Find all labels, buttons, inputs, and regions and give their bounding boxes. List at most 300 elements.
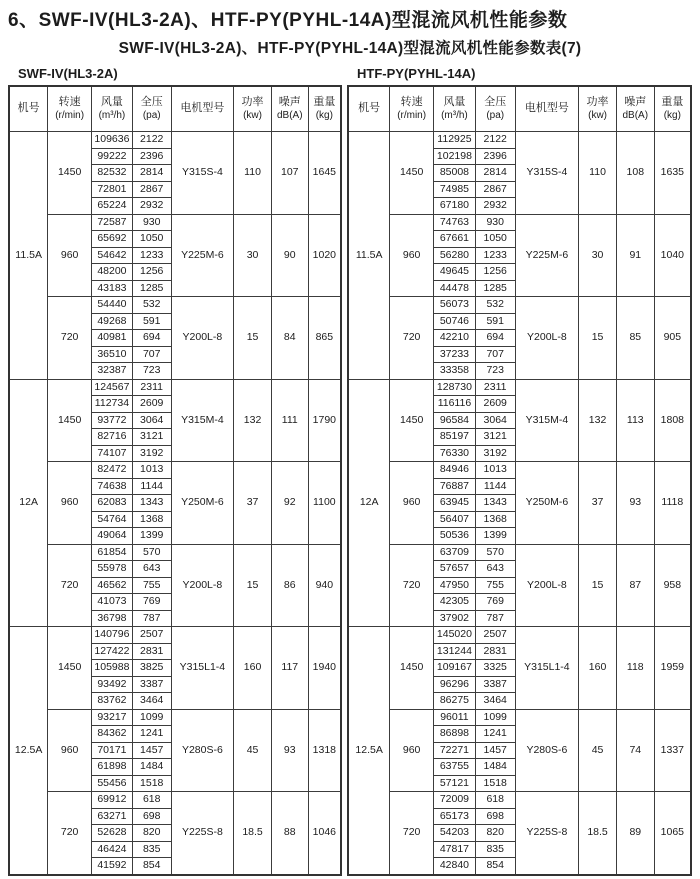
flow-cell: 63271 <box>91 808 132 825</box>
pressure-cell: 1256 <box>132 264 171 281</box>
pressure-cell: 769 <box>475 594 515 611</box>
header-row <box>9 86 341 132</box>
flow-cell: 109636 <box>91 132 132 149</box>
noise-cell: 93 <box>616 462 654 545</box>
flow-cell: 42305 <box>434 594 476 611</box>
flow-cell: 42210 <box>434 330 476 347</box>
pressure-cell: 532 <box>132 297 171 314</box>
flow-cell: 42840 <box>434 858 476 875</box>
pressure-cell: 1144 <box>475 478 515 495</box>
pressure-cell: 2507 <box>132 627 171 644</box>
table-row <box>9 379 341 396</box>
noise-cell: 85 <box>616 297 654 380</box>
column-header: 机号 <box>348 86 390 132</box>
pressure-cell: 694 <box>475 330 515 347</box>
flow-cell: 72587 <box>91 214 132 231</box>
flow-cell: 61898 <box>91 759 132 776</box>
table-row <box>348 462 691 479</box>
flow-cell: 86275 <box>434 693 476 710</box>
weight-cell: 1645 <box>308 132 341 215</box>
header-row <box>348 86 691 132</box>
noise-cell: 107 <box>271 132 308 215</box>
motor-cell: Y315S-4 <box>515 132 579 215</box>
flow-cell: 54764 <box>91 511 132 528</box>
power-cell: 15 <box>234 544 272 627</box>
fan-table-swf <box>8 85 342 876</box>
flow-cell: 99222 <box>91 148 132 165</box>
pressure-cell: 787 <box>475 610 515 627</box>
pressure-cell: 755 <box>475 577 515 594</box>
flow-cell: 86898 <box>434 726 476 743</box>
flow-cell: 67180 <box>434 198 476 215</box>
flow-cell: 54203 <box>434 825 476 842</box>
motor-cell: Y225S-8 <box>171 792 234 875</box>
weight-cell: 1808 <box>654 379 691 462</box>
pressure-cell: 570 <box>475 544 515 561</box>
weight-cell: 1940 <box>308 627 341 710</box>
motor-cell: Y200L-8 <box>171 544 234 627</box>
motor-cell: Y250M-6 <box>515 462 579 545</box>
pressure-cell: 1399 <box>132 528 171 545</box>
flow-cell: 74985 <box>434 181 476 198</box>
pressure-cell: 1256 <box>475 264 515 281</box>
page-title: 6、SWF-IV(HL3-2A)、HTF-PY(PYHL-14A)型混流风机性能参数 <box>8 10 568 31</box>
noise-cell: 88 <box>271 792 308 875</box>
table-row <box>348 792 691 809</box>
motor-cell: Y315S-4 <box>171 132 234 215</box>
fan-model-cell: 11.5A <box>9 132 48 380</box>
flow-cell: 76887 <box>434 478 476 495</box>
speed-cell: 960 <box>48 709 92 792</box>
table-row <box>348 379 691 396</box>
flow-cell: 49645 <box>434 264 476 281</box>
table-row <box>348 297 691 314</box>
table-row <box>348 132 691 149</box>
pressure-cell: 835 <box>475 841 515 858</box>
weight-cell: 1790 <box>308 379 341 462</box>
flow-cell: 124567 <box>91 379 132 396</box>
flow-cell: 43183 <box>91 280 132 297</box>
noise-cell: 113 <box>616 379 654 462</box>
pressure-cell: 1241 <box>475 726 515 743</box>
flow-cell: 105988 <box>91 660 132 677</box>
column-header: 电机型号 <box>515 86 579 132</box>
table-row <box>9 709 341 726</box>
weight-cell: 1100 <box>308 462 341 545</box>
pressure-cell: 532 <box>475 297 515 314</box>
pressure-cell: 2814 <box>475 165 515 182</box>
column-header: 噪声 dB(A) <box>271 86 308 132</box>
speed-cell: 960 <box>390 709 434 792</box>
weight-cell: 958 <box>654 544 691 627</box>
flow-cell: 46562 <box>91 577 132 594</box>
weight-cell: 1118 <box>654 462 691 545</box>
pressure-cell: 930 <box>132 214 171 231</box>
fan-model-cell: 12.5A <box>348 627 390 875</box>
flow-cell: 46424 <box>91 841 132 858</box>
noise-cell: 74 <box>616 709 654 792</box>
flow-cell: 72801 <box>91 181 132 198</box>
speed-cell: 1450 <box>390 132 434 215</box>
flow-cell: 56407 <box>434 511 476 528</box>
pressure-cell: 643 <box>132 561 171 578</box>
flow-cell: 69912 <box>91 792 132 809</box>
pressure-cell: 1285 <box>475 280 515 297</box>
flow-cell: 112734 <box>91 396 132 413</box>
pressure-cell: 1484 <box>475 759 515 776</box>
flow-cell: 109167 <box>434 660 476 677</box>
pressure-cell: 698 <box>132 808 171 825</box>
speed-cell: 1450 <box>390 627 434 710</box>
pressure-cell: 2507 <box>475 627 515 644</box>
flow-cell: 41592 <box>91 858 132 875</box>
flow-cell: 57121 <box>434 775 476 792</box>
pressure-cell: 820 <box>132 825 171 842</box>
speed-cell: 1450 <box>48 379 92 462</box>
weight-cell: 1959 <box>654 627 691 710</box>
noise-cell: 86 <box>271 544 308 627</box>
pressure-cell: 1285 <box>132 280 171 297</box>
motor-cell: Y200L-8 <box>171 297 234 380</box>
weight-cell: 1635 <box>654 132 691 215</box>
flow-cell: 36798 <box>91 610 132 627</box>
pressure-cell: 3121 <box>132 429 171 446</box>
flow-cell: 93217 <box>91 709 132 726</box>
power-cell: 132 <box>579 379 617 462</box>
flow-cell: 82532 <box>91 165 132 182</box>
speed-cell: 960 <box>48 462 92 545</box>
pressure-cell: 2932 <box>132 198 171 215</box>
flow-cell: 85008 <box>434 165 476 182</box>
noise-cell: 118 <box>616 627 654 710</box>
speed-cell: 720 <box>390 792 434 875</box>
flow-cell: 128730 <box>434 379 476 396</box>
power-cell: 30 <box>579 214 617 297</box>
flow-cell: 55978 <box>91 561 132 578</box>
motor-cell: Y315M-4 <box>171 379 234 462</box>
pressure-cell: 707 <box>132 346 171 363</box>
flow-cell: 41073 <box>91 594 132 611</box>
motor-cell: Y280S-6 <box>171 709 234 792</box>
motor-cell: Y315L1-4 <box>171 627 234 710</box>
flow-cell: 96584 <box>434 412 476 429</box>
table-section-htf <box>347 60 692 876</box>
pressure-cell: 1457 <box>475 742 515 759</box>
pressure-cell: 769 <box>132 594 171 611</box>
flow-cell: 140796 <box>91 627 132 644</box>
pressure-cell: 1241 <box>132 726 171 743</box>
flow-cell: 44478 <box>434 280 476 297</box>
power-cell: 37 <box>234 462 272 545</box>
pressure-cell: 1343 <box>475 495 515 512</box>
power-cell: 15 <box>234 297 272 380</box>
pressure-cell: 1518 <box>132 775 171 792</box>
flow-cell: 112925 <box>434 132 476 149</box>
weight-cell: 940 <box>308 544 341 627</box>
pressure-cell: 2609 <box>475 396 515 413</box>
flow-cell: 65692 <box>91 231 132 248</box>
flow-cell: 67661 <box>434 231 476 248</box>
flow-cell: 50746 <box>434 313 476 330</box>
flow-cell: 62083 <box>91 495 132 512</box>
flow-cell: 52628 <box>91 825 132 842</box>
pressure-cell: 1099 <box>132 709 171 726</box>
flow-cell: 63709 <box>434 544 476 561</box>
flow-cell: 85197 <box>434 429 476 446</box>
column-header: 全压 (pa) <box>475 86 515 132</box>
pressure-cell: 618 <box>475 792 515 809</box>
flow-cell: 54642 <box>91 247 132 264</box>
pressure-cell: 2311 <box>475 379 515 396</box>
flow-cell: 49064 <box>91 528 132 545</box>
flow-cell: 56280 <box>434 247 476 264</box>
pressure-cell: 1457 <box>132 742 171 759</box>
column-header: 电机型号 <box>171 86 234 132</box>
page-subtitle: SWF-IV(HL3-2A)、HTF-PY(PYHL-14A)型混流风机性能参数表(7) <box>118 40 582 57</box>
pressure-cell: 1518 <box>475 775 515 792</box>
pressure-cell: 1013 <box>132 462 171 479</box>
column-header: 重量 (kg) <box>308 86 341 132</box>
speed-cell: 720 <box>48 792 92 875</box>
pressure-cell: 1050 <box>132 231 171 248</box>
flow-cell: 74763 <box>434 214 476 231</box>
table-row <box>9 792 341 809</box>
flow-cell: 82472 <box>91 462 132 479</box>
noise-cell: 90 <box>271 214 308 297</box>
motor-cell: Y225M-6 <box>171 214 234 297</box>
fan-model-cell: 12A <box>9 379 48 627</box>
motor-cell: Y200L-8 <box>515 544 579 627</box>
pressure-cell: 2122 <box>132 132 171 149</box>
pressure-cell: 2122 <box>475 132 515 149</box>
flow-cell: 84362 <box>91 726 132 743</box>
table-section-swf <box>8 60 342 876</box>
table-row <box>9 544 341 561</box>
noise-cell: 111 <box>271 379 308 462</box>
motor-cell: Y250M-6 <box>171 462 234 545</box>
flow-cell: 65224 <box>91 198 132 215</box>
column-header: 功率 (kw) <box>234 86 272 132</box>
pressure-cell: 2396 <box>475 148 515 165</box>
pressure-cell: 2311 <box>132 379 171 396</box>
flow-cell: 63945 <box>434 495 476 512</box>
table-label-htf: HTF-PY(PYHL-14A) <box>357 66 476 81</box>
flow-cell: 65173 <box>434 808 476 825</box>
pressure-cell: 707 <box>475 346 515 363</box>
pressure-cell: 1233 <box>475 247 515 264</box>
power-cell: 160 <box>234 627 272 710</box>
pressure-cell: 3192 <box>475 445 515 462</box>
power-cell: 18.5 <box>579 792 617 875</box>
flow-cell: 33358 <box>434 363 476 380</box>
pressure-cell: 618 <box>132 792 171 809</box>
pressure-cell: 755 <box>132 577 171 594</box>
flow-cell: 83762 <box>91 693 132 710</box>
table-row <box>9 132 341 149</box>
pressure-cell: 694 <box>132 330 171 347</box>
pressure-cell: 570 <box>132 544 171 561</box>
weight-cell: 1065 <box>654 792 691 875</box>
flow-cell: 93492 <box>91 676 132 693</box>
power-cell: 30 <box>234 214 272 297</box>
table-row <box>9 297 341 314</box>
power-cell: 160 <box>579 627 617 710</box>
table-row <box>348 709 691 726</box>
flow-cell: 127422 <box>91 643 132 660</box>
speed-cell: 960 <box>390 214 434 297</box>
flow-cell: 36510 <box>91 346 132 363</box>
table-label-swf: SWF-IV(HL3-2A) <box>18 66 118 81</box>
pressure-cell: 1099 <box>475 709 515 726</box>
pressure-cell: 1368 <box>132 511 171 528</box>
power-cell: 45 <box>234 709 272 792</box>
column-header: 重量 (kg) <box>654 86 691 132</box>
weight-cell: 1040 <box>654 214 691 297</box>
pressure-cell: 3064 <box>132 412 171 429</box>
flow-cell: 61854 <box>91 544 132 561</box>
noise-cell: 87 <box>616 544 654 627</box>
flow-cell: 74107 <box>91 445 132 462</box>
flow-cell: 96011 <box>434 709 476 726</box>
pressure-cell: 835 <box>132 841 171 858</box>
pressure-cell: 2867 <box>475 181 515 198</box>
pressure-cell: 1144 <box>132 478 171 495</box>
flow-cell: 56073 <box>434 297 476 314</box>
speed-cell: 720 <box>390 297 434 380</box>
pressure-cell: 1233 <box>132 247 171 264</box>
weight-cell: 1318 <box>308 709 341 792</box>
power-cell: 45 <box>579 709 617 792</box>
pressure-cell: 643 <box>475 561 515 578</box>
speed-cell: 720 <box>48 297 92 380</box>
pressure-cell: 1368 <box>475 511 515 528</box>
pressure-cell: 2396 <box>132 148 171 165</box>
motor-cell: Y200L-8 <box>515 297 579 380</box>
power-cell: 110 <box>579 132 617 215</box>
speed-cell: 1450 <box>390 379 434 462</box>
table-row <box>9 462 341 479</box>
column-header: 功率 (kw) <box>579 86 617 132</box>
flow-cell: 37233 <box>434 346 476 363</box>
pressure-cell: 3825 <box>132 660 171 677</box>
pressure-cell: 2932 <box>475 198 515 215</box>
flow-cell: 47817 <box>434 841 476 858</box>
power-cell: 132 <box>234 379 272 462</box>
weight-cell: 905 <box>654 297 691 380</box>
pressure-cell: 591 <box>132 313 171 330</box>
flow-cell: 37902 <box>434 610 476 627</box>
weight-cell: 865 <box>308 297 341 380</box>
pressure-cell: 3121 <box>475 429 515 446</box>
column-header: 机号 <box>9 86 48 132</box>
flow-cell: 131244 <box>434 643 476 660</box>
flow-cell: 63755 <box>434 759 476 776</box>
flow-cell: 72009 <box>434 792 476 809</box>
speed-cell: 1450 <box>48 627 92 710</box>
speed-cell: 1450 <box>48 132 92 215</box>
flow-cell: 102198 <box>434 148 476 165</box>
table-row <box>348 544 691 561</box>
weight-cell: 1046 <box>308 792 341 875</box>
column-header: 风量 (m³/h) <box>91 86 132 132</box>
pressure-cell: 723 <box>132 363 171 380</box>
speed-cell: 720 <box>390 544 434 627</box>
motor-cell: Y315M-4 <box>515 379 579 462</box>
table-row <box>9 214 341 231</box>
power-cell: 15 <box>579 297 617 380</box>
pressure-cell: 3325 <box>475 660 515 677</box>
pressure-cell: 787 <box>132 610 171 627</box>
flow-cell: 96296 <box>434 676 476 693</box>
noise-cell: 89 <box>616 792 654 875</box>
flow-cell: 76330 <box>434 445 476 462</box>
pressure-cell: 1484 <box>132 759 171 776</box>
column-header: 全压 (pa) <box>132 86 171 132</box>
pressure-cell: 3064 <box>475 412 515 429</box>
pressure-cell: 723 <box>475 363 515 380</box>
pressure-cell: 3387 <box>475 676 515 693</box>
pressure-cell: 2814 <box>132 165 171 182</box>
tables-container <box>0 60 700 876</box>
flow-cell: 32387 <box>91 363 132 380</box>
table-row <box>9 627 341 644</box>
flow-cell: 48200 <box>91 264 132 281</box>
column-header: 噪声 dB(A) <box>616 86 654 132</box>
power-cell: 110 <box>234 132 272 215</box>
pressure-cell: 820 <box>475 825 515 842</box>
speed-cell: 960 <box>390 462 434 545</box>
flow-cell: 70171 <box>91 742 132 759</box>
flow-cell: 47950 <box>434 577 476 594</box>
pressure-cell: 698 <box>475 808 515 825</box>
pressure-cell: 1399 <box>475 528 515 545</box>
fan-model-cell: 12A <box>348 379 390 627</box>
flow-cell: 57657 <box>434 561 476 578</box>
noise-cell: 117 <box>271 627 308 710</box>
noise-cell: 84 <box>271 297 308 380</box>
pressure-cell: 3464 <box>475 693 515 710</box>
pressure-cell: 930 <box>475 214 515 231</box>
motor-cell: Y315L1-4 <box>515 627 579 710</box>
pressure-cell: 2831 <box>475 643 515 660</box>
power-cell: 18.5 <box>234 792 272 875</box>
flow-cell: 145020 <box>434 627 476 644</box>
weight-cell: 1020 <box>308 214 341 297</box>
pressure-cell: 591 <box>475 313 515 330</box>
pressure-cell: 1050 <box>475 231 515 248</box>
pressure-cell: 854 <box>475 858 515 875</box>
power-cell: 37 <box>579 462 617 545</box>
flow-cell: 74638 <box>91 478 132 495</box>
noise-cell: 91 <box>616 214 654 297</box>
motor-cell: Y280S-6 <box>515 709 579 792</box>
flow-cell: 82716 <box>91 429 132 446</box>
flow-cell: 49268 <box>91 313 132 330</box>
flow-cell: 55456 <box>91 775 132 792</box>
flow-cell: 50536 <box>434 528 476 545</box>
flow-cell: 54440 <box>91 297 132 314</box>
pressure-cell: 2831 <box>132 643 171 660</box>
pressure-cell: 3192 <box>132 445 171 462</box>
fan-model-cell: 12.5A <box>9 627 48 875</box>
flow-cell: 84946 <box>434 462 476 479</box>
motor-cell: Y225M-6 <box>515 214 579 297</box>
table-row <box>348 214 691 231</box>
column-header: 转速 (r/min) <box>390 86 434 132</box>
pressure-cell: 854 <box>132 858 171 875</box>
pressure-cell: 3387 <box>132 676 171 693</box>
table-row <box>348 627 691 644</box>
